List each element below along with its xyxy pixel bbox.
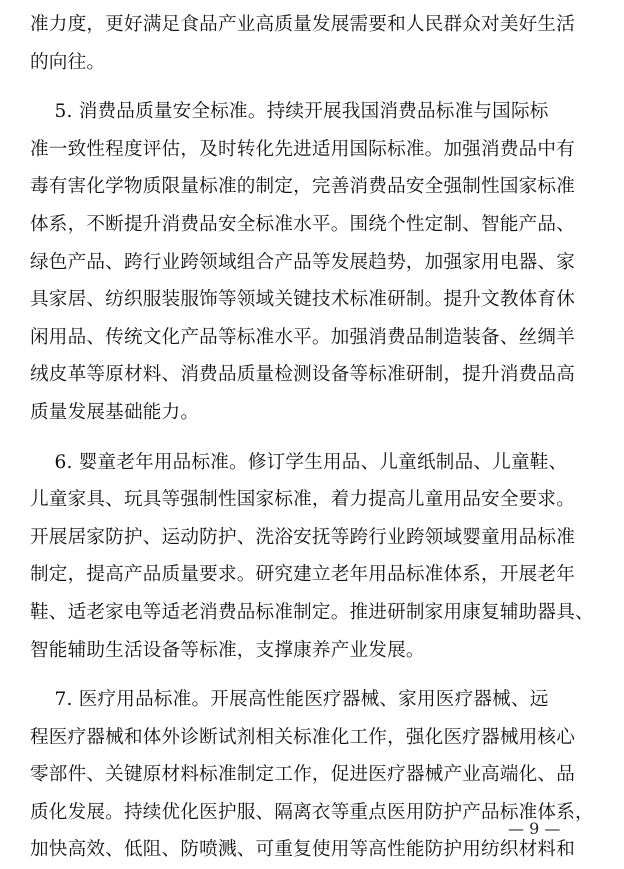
text-line: 准一致性程度评估，及时转化先进适用国际标准。加强消费品中有 [30, 138, 576, 160]
text-line: 开展居家防护、运动防护、洗浴安抚等跨行业跨领域婴童用品标准 [30, 526, 576, 548]
text-line: 准力度，更好满足食品产业高质量发展需要和人民群众对美好生活 [30, 14, 576, 35]
text-line: 质量发展基础能力。 [30, 401, 200, 423]
text-line: 毒有害化学物质限量标准的制定，完善消费品安全强制性国家标准 [30, 176, 576, 198]
text-line: 体系，不断提升消费品安全标准水平。围绕个性定制、智能产品、 [30, 213, 576, 235]
text-line: 智能辅助生活设备等标准，支撑康养产业发展。 [30, 639, 425, 661]
text-line: 零部件、关键原材料标准制定工作，促进医疗器械产业高端化、品 [30, 764, 576, 786]
text-line: 程医疗器械和体外诊断试剂相关标准化工作，强化医疗器械用核心 [30, 726, 576, 748]
text-line: 质化发展。持续优化医护服、隔离衣等重点医用防护产品标准体系， [30, 801, 594, 823]
text-line: 6. 婴童老年用品标准。修订学生用品、儿童纸制品、儿童鞋、 [30, 451, 568, 473]
paragraph-consumer-goods-safety [30, 93, 602, 431]
text-line: 绿色产品、跨行业跨领域组合产品等发展趋势，加强家用电器、家 [30, 251, 576, 273]
text-line: 制定，提高产品质量要求。研究建立老年用品标准体系，开展老年 [30, 564, 576, 586]
paragraph-infant-elderly-products [30, 444, 602, 670]
page-number: — 9 — [508, 819, 561, 838]
document-page [30, 6, 602, 869]
text-line: 加快高效、低阻、防喷溅、可重复使用等高性能防护用纺织材料和 [30, 839, 576, 861]
text-line: 具家居、纺织服装服饰等领域关键技术标准研制。提升文教体育休 [30, 289, 576, 311]
text-line: 儿童家具、玩具等强制性国家标准，着力提高儿童用品安全要求。 [30, 489, 576, 511]
text-line: 绒皮革等原材料、消费品质量检测设备等标准研制，提升消费品高 [30, 364, 576, 386]
text-line: 7. 医疗用品标准。开展高性能医疗器械、家用医疗器械、远 [30, 689, 549, 711]
paragraph-medical-products [30, 681, 602, 869]
paragraph-intro-tail [30, 6, 602, 81]
text-line: 的向往。 [30, 51, 106, 73]
text-line: 闲用品、传统文化产品等标准水平。加强消费品制造装备、丝绸羊 [30, 326, 576, 348]
text-line: 鞋、适老家电等适老消费品标准制定。推进研制家用康复辅助器具、 [30, 601, 594, 623]
text-line: 5. 消费品质量安全标准。持续开展我国消费品标准与国际标 [30, 101, 549, 123]
